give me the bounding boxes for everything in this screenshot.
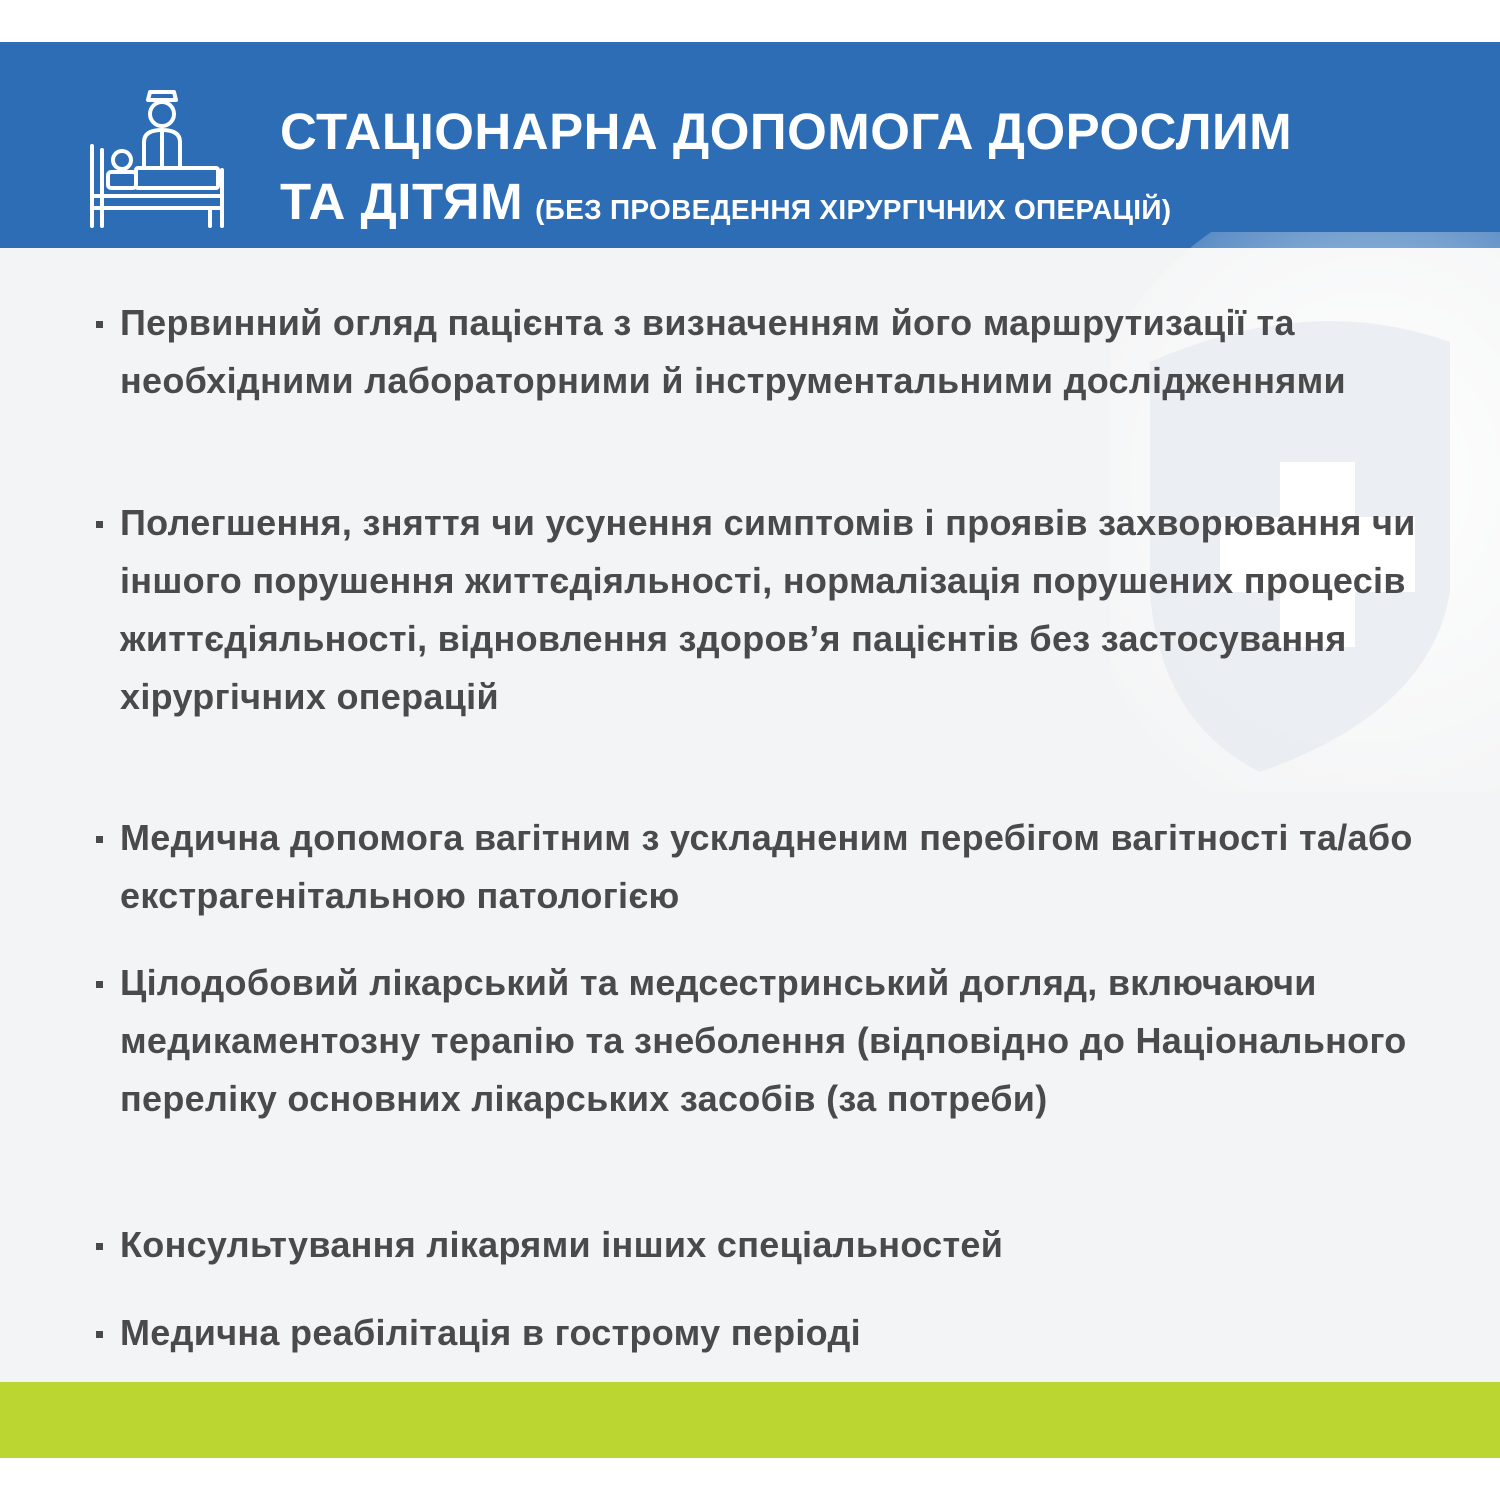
page-title-subtitle: (БЕЗ ПРОВЕДЕННЯ ХІРУРГІЧНИХ ОПЕРАЦІЙ) [535,194,1172,225]
page-title-line1: СТАЦІОНАРНА ДОПОМОГА ДОРОСЛИМ [280,103,1293,160]
list-item: Медична допомога вагітним з ускладненим перебігом вагітності та/або екстрагенітальною патологією [96,809,1426,954]
list-item: Медична реабілітація в гострому періоді [96,1304,1426,1364]
list-item: Консультування лікарями інших спеціальностей [96,1216,1426,1304]
header-banner [0,42,1500,248]
services-list [96,294,1426,1364]
info-card [0,42,1500,1458]
list-item: Полегшення, зняття чи усунення симптомів і проявів захворювання чи іншого порушення життєдіяльності, нормалізація порушених процесів життєдіяльності, відновлення здоров’я пацієнтів без застосування хірургічних операцій [96,494,1426,809]
page-title-line2-main: ТА ДІТЯМ [280,173,524,230]
list-item: Цілодобовий лікарський та медсестринський догляд, включаючи медикаментозну терапію та знеболення (відповідно до Національного переліку основних лікарських засобів (за потреби) [96,954,1426,1216]
footer-band [0,1382,1500,1458]
hospital-bed-patient-icon [82,86,232,236]
list-item: Первинний огляд пацієнта з визначенням його маршрутизації та необхідними лабораторними й інструментальними дослідженнями [96,294,1426,494]
page-title-line2 [280,172,1171,231]
